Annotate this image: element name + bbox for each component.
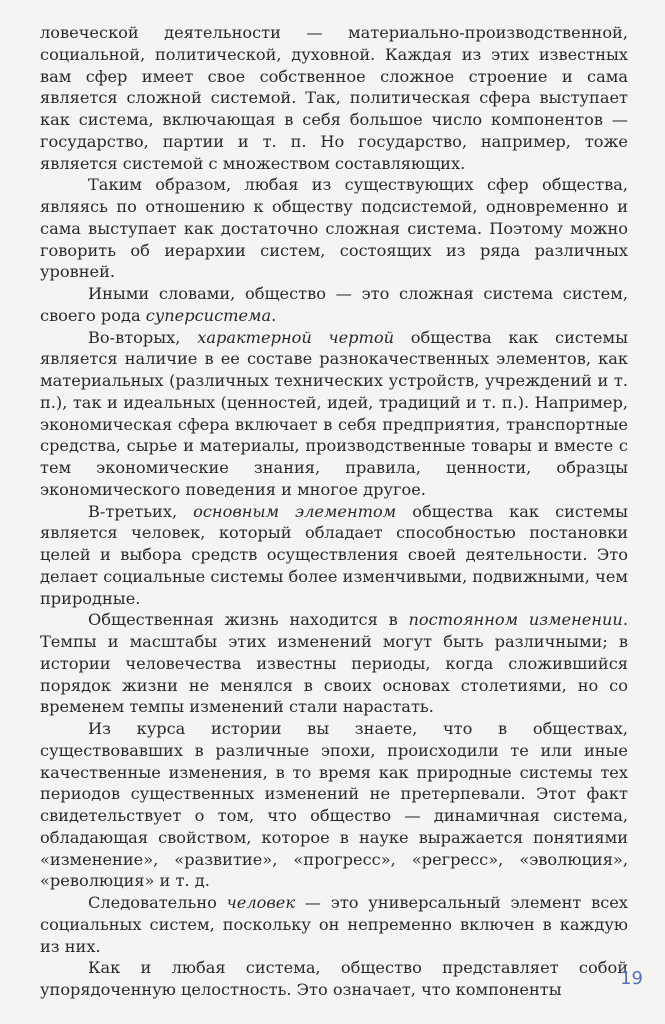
text-run: Во-вторых, [88, 327, 198, 347]
emphasis-text: постоянном изменении [408, 610, 623, 630]
page-number: 19 [620, 968, 643, 989]
paragraph [40, 283, 628, 327]
text-run: Следовательно [88, 893, 227, 912]
paragraph [40, 22, 628, 174]
paragraph [40, 609, 628, 718]
text-run: . Темпы и масштабы этих изменений могут быть различными; в истории человечества известны периоды, когда сложившийся порядок жизни не менялся в своих основах столетиями, но со временем темпы изменений стали нарастать. [40, 610, 628, 717]
text-run: ловеческой деятельности — материально-производственной, социальной, политической, духовной. Каждая из этих известных вам сфер имеет свое собственное сложное строение и сама является сложной системой. Так, политическая сфера выступает как система, включающая в себя большое число компонентов — государство, партии и т. п. Но государство, например, тоже является системой с множеством составляющих. [40, 23, 628, 173]
emphasis-text: характерной чертой [197, 327, 395, 347]
paragraph [40, 327, 628, 501]
emphasis-text: человек [226, 893, 296, 912]
paragraph [40, 174, 628, 283]
paragraph [40, 892, 628, 957]
page-body [40, 22, 628, 1001]
text-run: . [271, 305, 277, 325]
text-run: Как и любая система, общество представляет собой упорядоченную целостность. Это означает, что компоненты [40, 958, 628, 999]
text-run: общества как системы является наличие в ее составе разнокачественных элементов, как материальных (различных технических устройств, учреждений и т. п.), так и идеальных (ценностей, идей, традиций и т. п.). Например, экономическая сфера включает в себя предприятия, транспортные средства, сырье и материалы, производственные товары и вместе с тем экономические знания, правила, ценности, образцы экономического поведения и многое другое. [40, 327, 628, 499]
emphasis-text: основным элементом [193, 501, 397, 521]
text-run: — это универсальный элемент всех социальных систем, поскольку он непременно включен в каждую из них. [40, 893, 628, 956]
paragraph [40, 718, 628, 892]
paragraph [40, 957, 628, 1001]
paragraph [40, 501, 628, 610]
text-run: Таким образом, любая из существующих сфер общества, являясь по отношению к обществу подсистемой, одновременно и сама выступает как достаточно сложная система. Поэтому можно говорить об иерархии систем, состоящих из ряда различных уровней. [40, 175, 628, 282]
text-run: Из курса истории вы знаете, что в обществах, существовавших в различные эпохи, происходили те или иные качественные изменения, в то время как природные системы тех периодов существенных изменений не претерпевали. Этот факт свидетельствует о том, что общество — динамичная система, обладающая свойством, которое в науке выражается понятиями «изменение», «развитие», «прогресс», «регресс», «эволюция», «революция» и т. д. [40, 719, 628, 891]
emphasis-text: суперсистема [145, 305, 272, 325]
text-run: В-третьих, [88, 501, 194, 521]
text-run: Общественная жизнь находится в [88, 610, 409, 630]
text-run: общества как системы является человек, который обладает способностью постановки целей и выбора средств осуществления своей деятельности. Это делает социальные системы более изменчивыми, подвижными, чем природные. [40, 501, 628, 608]
text-run: Иными словами, общество — это сложная система систем, своего рода [40, 284, 628, 325]
